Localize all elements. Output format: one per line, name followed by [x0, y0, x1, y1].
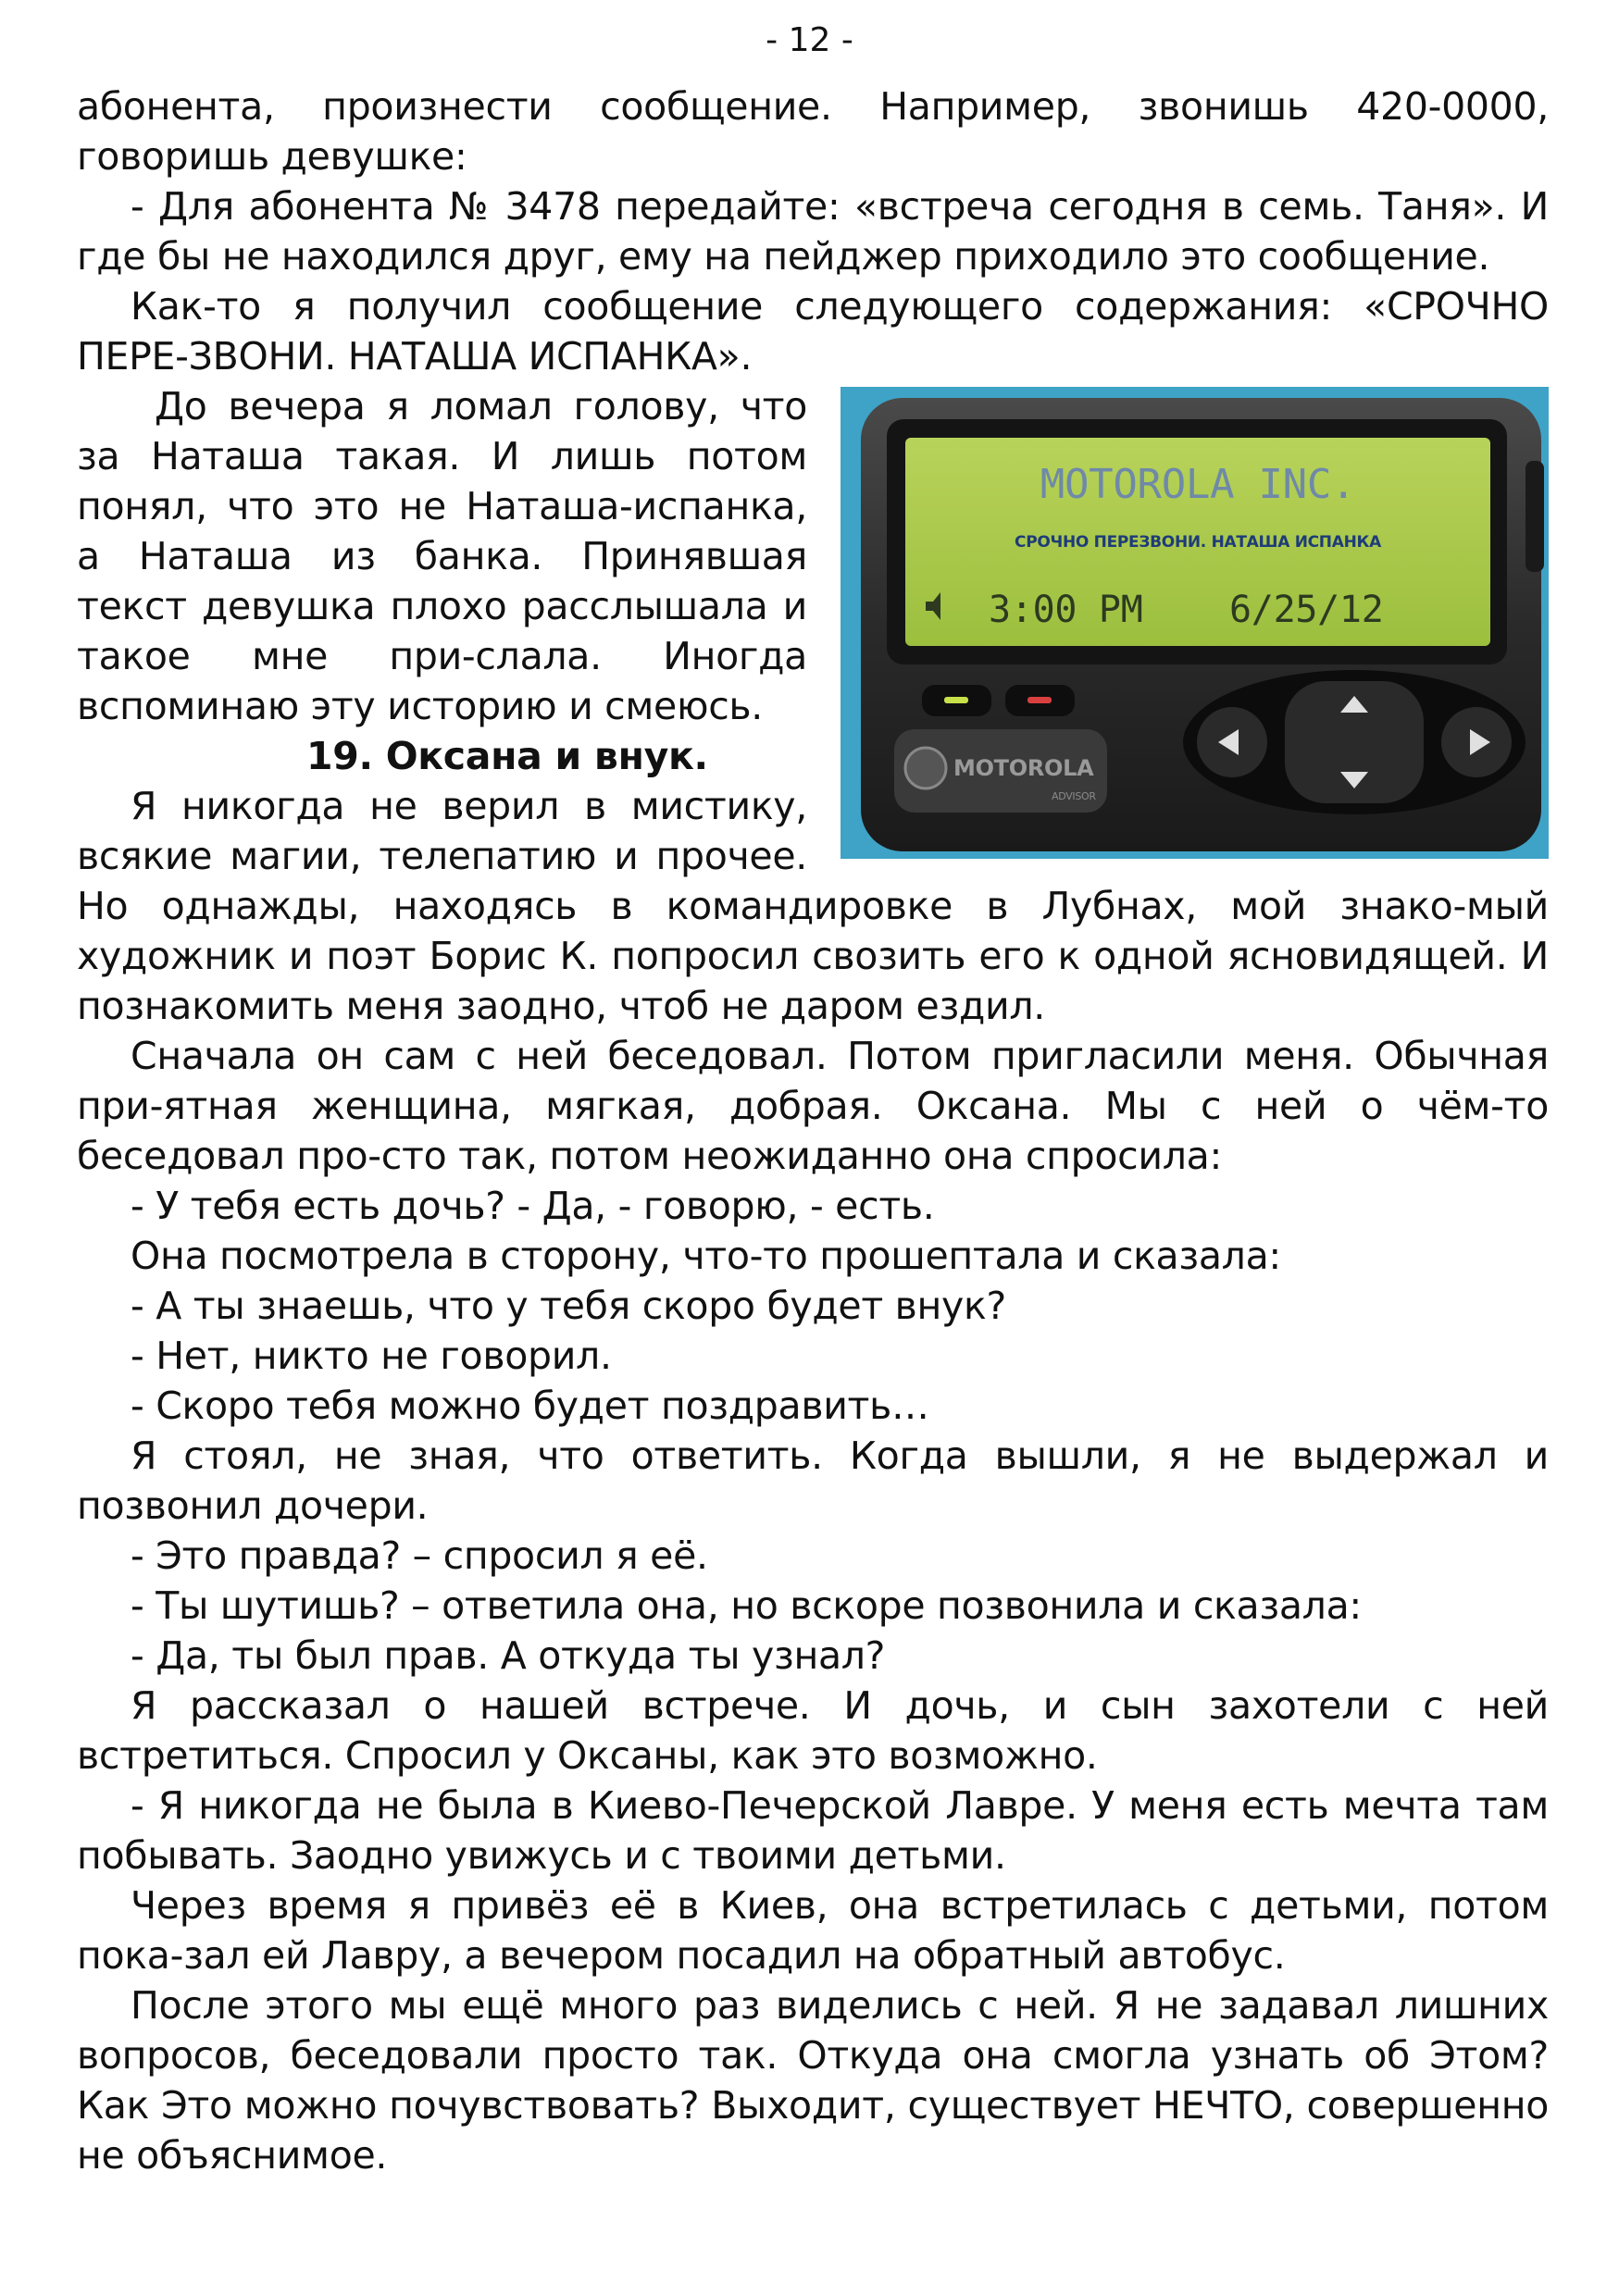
- screen-date-text: 6/25/12: [1229, 589, 1384, 631]
- paragraph: - Для абонента № 3478 передайте: «встреча сегодня в семь. Таня». И где бы не находился друг, ему на пейджер приходило это сообщение.: [77, 184, 1549, 279]
- paragraph: Сначала он сам с ней беседовал. Потом пригласили меня. Обычная при-ятная женщина, мягкая, добрая. Оксана. Мы с ней о чём-то беседовал про-сто так, потом неожиданно она спросила:: [77, 1034, 1549, 1178]
- dialogue-line: - У тебя есть дочь? - Да, - говорю, - есть.: [131, 1184, 935, 1228]
- dialogue-line: - Ты шутишь? – ответила она, но вскоре позвонила и сказала:: [131, 1583, 1362, 1628]
- dialogue-line: - Это правда? – спросил я её.: [131, 1533, 708, 1578]
- dialogue-line: - Я никогда не была в Киево-Печерской Лавре. У меня есть мечта там побывать. Заодно увижусь и с твоими детьми.: [77, 1783, 1549, 1878]
- pager-photo: [841, 387, 1549, 859]
- pager-illustration: [841, 387, 1549, 859]
- screen-time-text: 3:00 PM: [989, 589, 1143, 631]
- dialogue-line: - Нет, никто не говорил.: [131, 1334, 612, 1378]
- motorola-logo-icon: [905, 748, 946, 788]
- paragraph: Я никогда не верил в мистику, всякие магии, телепатию и прочее. Но однажды, находясь в командировке в Лубнах, мой знако-мый художник и поэт Борис К. попросил свозить его к одной ясновидящей. И познакомить меня заодно, чтоб не даром ездил.: [77, 784, 1549, 1028]
- dialogue-line: - А ты знаешь, что у тебя скоро будет внук?: [131, 1284, 1006, 1328]
- body-model-text: ADVISOR: [1052, 790, 1096, 802]
- paragraph: Она посмотрела в сторону, что-то прошептала и сказала:: [131, 1234, 1281, 1278]
- paragraph: Я стоял, не зная, что ответить. Когда вышли, я не выдержал и позвонил дочери.: [77, 1433, 1549, 1528]
- dialogue-line: - Да, ты был прав. А откуда ты узнал?: [131, 1633, 886, 1678]
- paragraph: Через время я привёз её в Киев, она встретилась с детьми, потом пока-зал ей Лавру, а вечером посадил на обратный автобус.: [77, 1883, 1549, 1978]
- section-heading: 19. Оксана и внук.: [306, 734, 708, 778]
- paragraph: После этого мы ещё много раз виделись с ней. Я не задавал лишних вопросов, беседовали просто так. Откуда она смогла узнать об Этом? Как Это можно почувствовать? Выходит, существует НЕЧТО, совершенно не объяснимое.: [77, 1983, 1549, 2178]
- paragraph: До вечера я ломал голову, что за Наташа такая. И лишь потом понял, что это не Наташа-испанка, а Наташа из банка. Принявшая текст девушка плохо расслышала и такое мне при-слала. Иногда вспоминаю эту историю и смеюсь.: [77, 384, 807, 728]
- dialogue-line: - Скоро тебя можно будет поздравить…: [131, 1384, 929, 1428]
- paragraph: Я рассказал о нашей встрече. И дочь, и сын захотели с ней встретиться. Спросил у Оксаны, как это возможно.: [77, 1683, 1549, 1778]
- page-content: [77, 81, 1549, 2180]
- screen-message-text: СРОЧНО ПЕРЕЗВОНИ. НАТАША ИСПАНКА: [1015, 533, 1381, 552]
- paragraph: абонента, произнести сообщение. Например, звонишь 420-0000, говоришь девушке:: [77, 84, 1549, 179]
- paragraph: Как-то я получил сообщение следующего содержания: «СРОЧНО ПЕРЕ-ЗВОНИ. НАТАША ИСПАНКА».: [77, 284, 1549, 379]
- pager-photo-frame: [841, 387, 1549, 859]
- body-brand-text: MOTOROLA: [953, 755, 1094, 781]
- page-number: - 12 -: [766, 21, 853, 59]
- screen-brand-text: MOTOROLA INC.: [1040, 461, 1356, 508]
